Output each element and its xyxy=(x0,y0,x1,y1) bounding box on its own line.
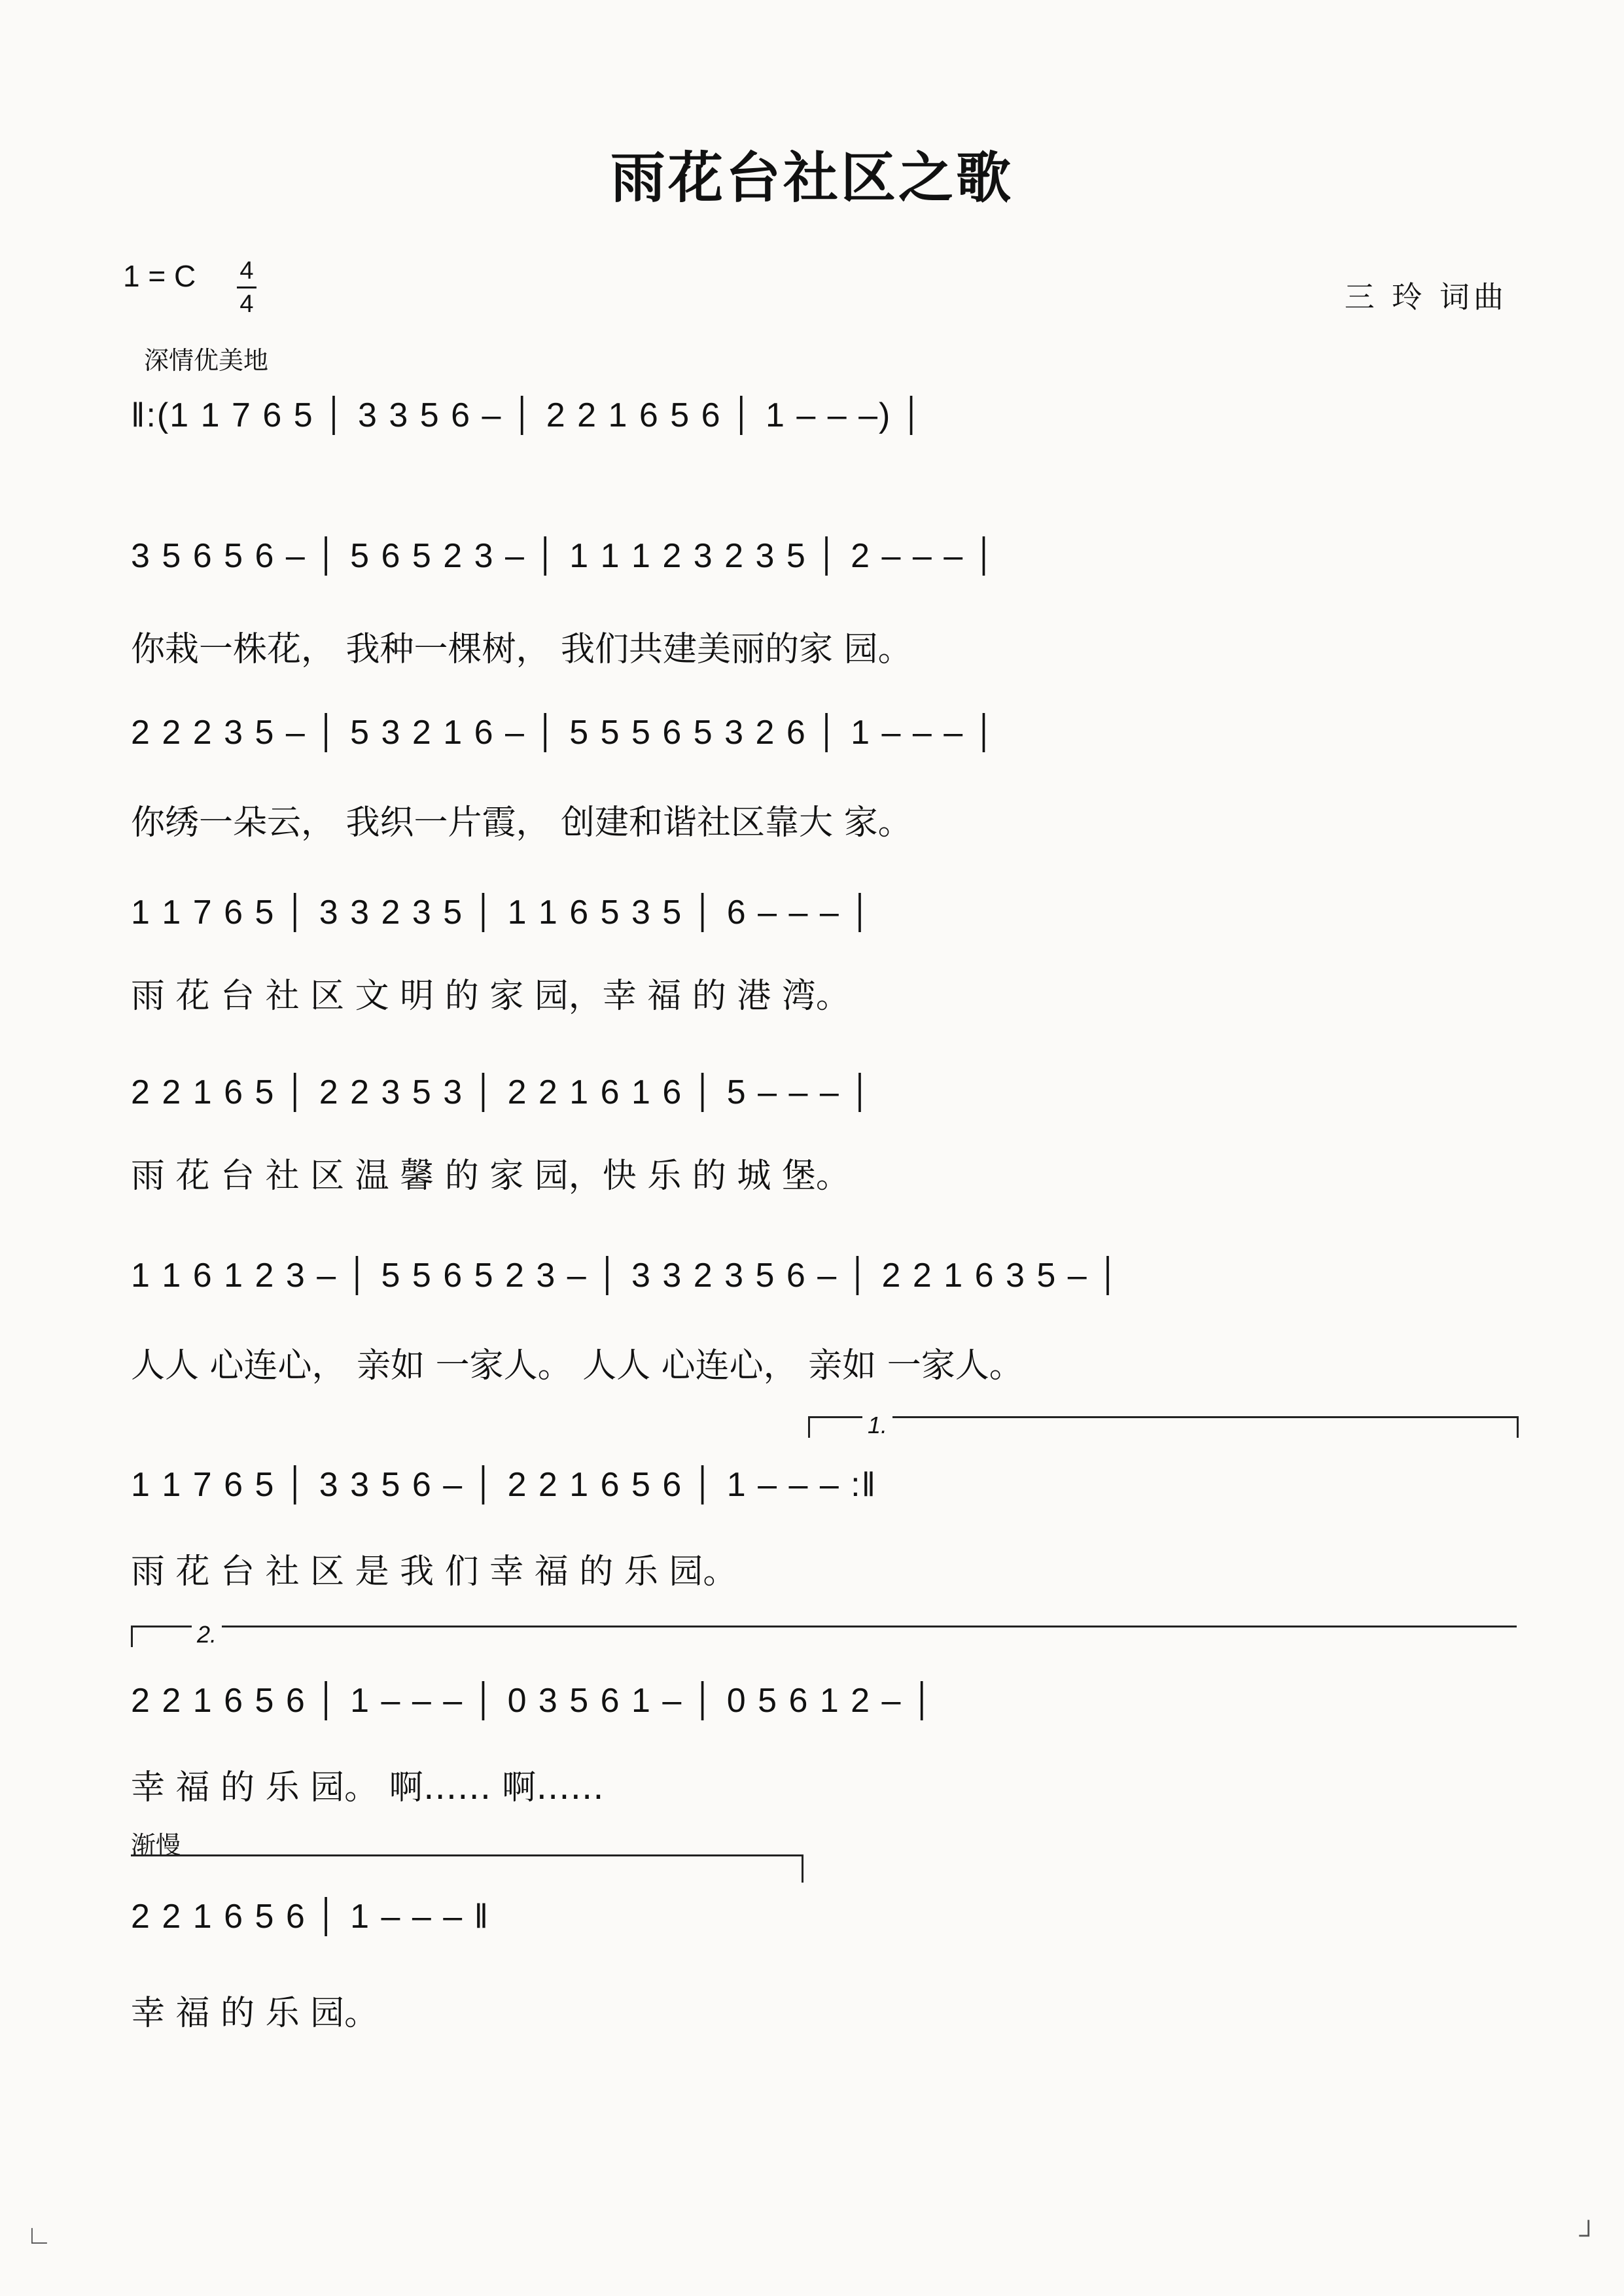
notation-line-8: 2 2 1 6 5 6 │ 1 – – – │ 0 3 5 6 1 – │ 0 5 6 1 2 – │ xyxy=(131,1682,936,1720)
notation-line-2: 3 5 6 5 6 – │ 5 6 5 2 3 – │ 1 1 1 2 3 2 3 5 │ 2 – – – │ xyxy=(131,537,998,575)
time-signature-bottom: 4 xyxy=(239,290,254,318)
lyric-line-8: 幸 福 的 乐 园。 啊…… 啊…… xyxy=(131,1768,605,1807)
notation-line-6: 1 1 6 1 2 3 – │ 5 5 6 5 2 3 – │ 3 3 2 3 5 6 – │ 2 2 1 6 3 5 – │ xyxy=(131,1257,1121,1295)
key-signature: 1 = C xyxy=(123,259,196,293)
time-signature-top: 4 xyxy=(239,257,254,285)
volta-first-ending xyxy=(808,1412,1519,1438)
lyric-line-6: 人人 心连心， 亲如 一家人。 人人 心连心， 亲如 一家人。 xyxy=(131,1346,1023,1385)
tempo-mark-ending: 渐慢 xyxy=(131,1831,181,1860)
ritardando-bracket xyxy=(131,1854,803,1883)
corner-mark-right: ┘ xyxy=(1579,2221,1598,2250)
volta-first-number: 1. xyxy=(862,1412,892,1439)
notation-line-1: ‖:(1 1 7 6 5 │ 3 3 5 6 – │ 2 2 1 6 5 6 │ 1 – – –) │ xyxy=(131,396,925,434)
volta-second-ending xyxy=(131,1621,1517,1648)
lyric-line-2: 你栽一株花， 我种一棵树， 我们共建美丽的家 园。 xyxy=(131,630,912,669)
notation-line-7: 1 1 7 6 5 │ 3 3 5 6 – │ 2 2 1 6 5 6 │ 1 – – – :‖ xyxy=(131,1466,877,1504)
author-credit: 三 玲 词曲 xyxy=(1344,279,1508,315)
corner-mark-left: ∟ xyxy=(26,2221,52,2250)
lyric-line-9: 幸 福 的 乐 园。 xyxy=(131,1994,379,2033)
notation-line-3: 2 2 2 3 5 – │ 5 3 2 1 6 – │ 5 5 5 6 5 3 2 6 │ 1 – – – │ xyxy=(131,714,998,752)
lyric-line-4: 雨 花 台 社 区 文 明 的 家 园，幸 福 的 港 湾。 xyxy=(131,977,850,1016)
tempo-mark-start: 深情优美地 xyxy=(144,346,269,375)
time-signature-divider xyxy=(237,287,256,288)
notation-line-4: 1 1 7 6 5 │ 3 3 2 3 5 │ 1 1 6 5 3 5 │ 6 – – – │ xyxy=(131,894,874,931)
volta-second-number: 2. xyxy=(192,1621,222,1648)
song-title: 雨花台社区之歌 xyxy=(610,146,1014,210)
lyric-line-3: 你绣一朵云， 我织一片霞， 创建和谐社区靠大 家。 xyxy=(131,803,912,843)
time-signature xyxy=(236,256,258,319)
lyric-line-7: 雨 花 台 社 区 是 我 们 幸 福 的 乐 园。 xyxy=(131,1552,737,1592)
notation-line-9: 2 2 1 6 5 6 │ 1 – – – ‖ xyxy=(131,1898,490,1936)
lyric-line-5: 雨 花 台 社 区 温 馨 的 家 园，快 乐 的 城 堡。 xyxy=(131,1157,850,1196)
notation-line-5: 2 2 1 6 5 │ 2 2 3 5 3 │ 2 2 1 6 1 6 │ 5 – – – │ xyxy=(131,1073,874,1111)
